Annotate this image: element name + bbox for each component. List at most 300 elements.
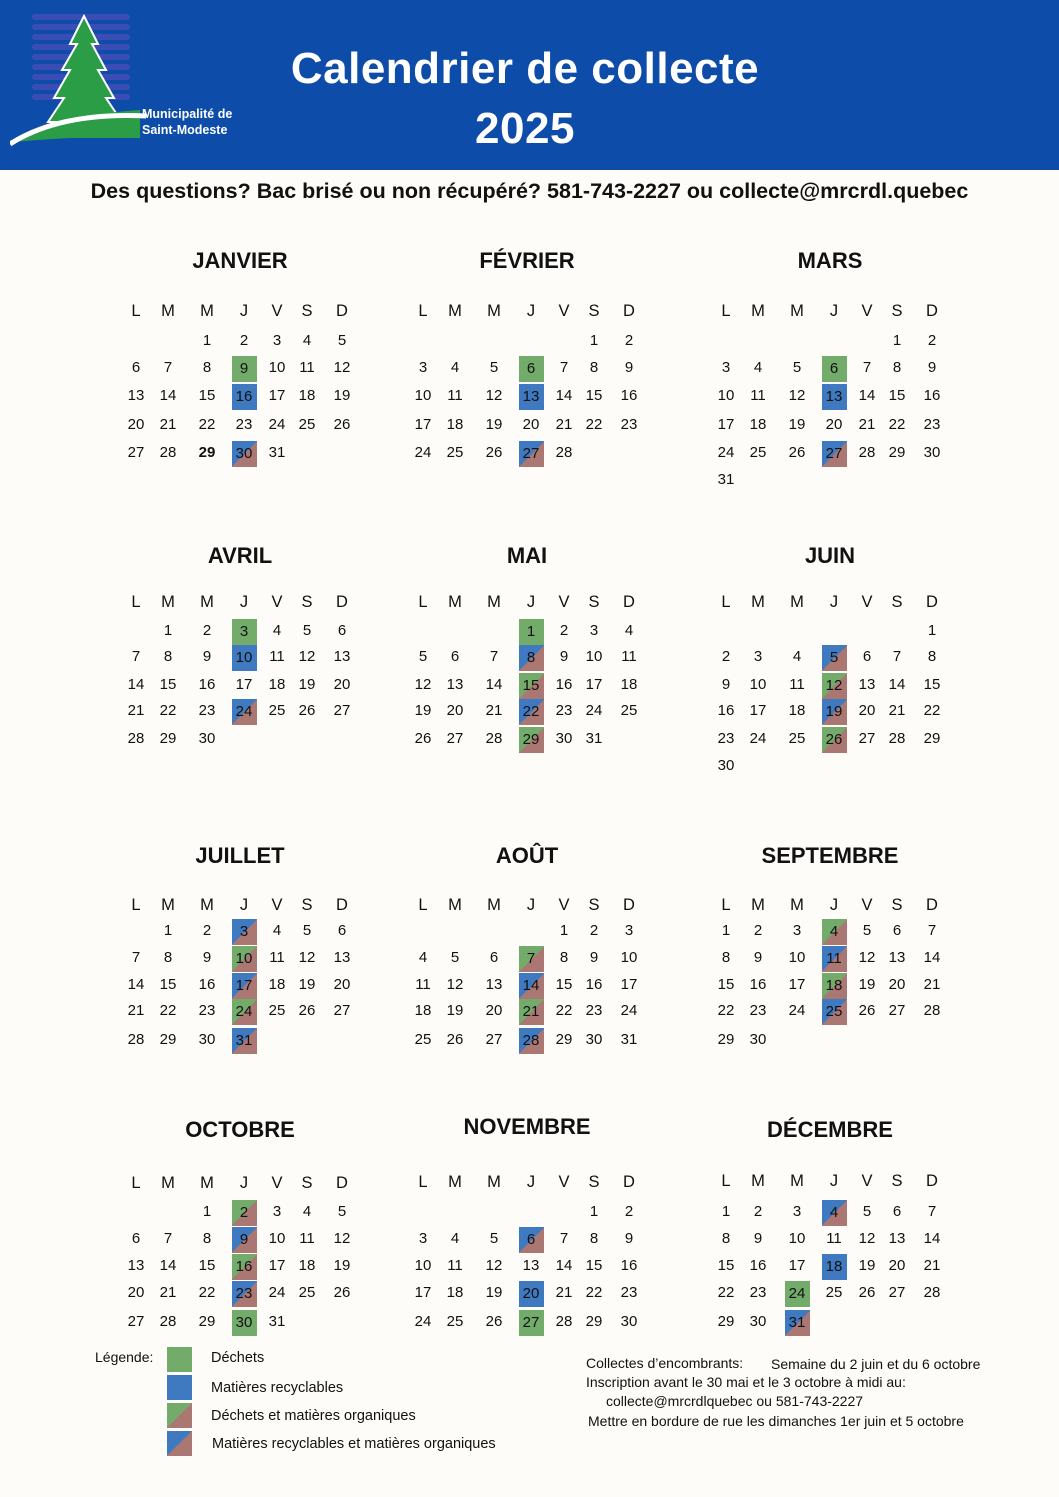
- weekday-label: V: [558, 896, 570, 914]
- calendar-day: 12: [485, 387, 503, 404]
- calendar-day: 7: [163, 1230, 173, 1247]
- month-name: JANVIER: [192, 248, 288, 273]
- collection-day: 29: [519, 727, 544, 753]
- calendar-day: 21: [923, 1257, 941, 1274]
- calendar-day: 3: [624, 922, 634, 939]
- collection-day: 27: [519, 441, 544, 467]
- weekday-label: S: [301, 1174, 313, 1192]
- calendar-day: 16: [923, 387, 941, 404]
- weekday-label: J: [526, 302, 536, 320]
- calendar-day: 11: [750, 387, 766, 404]
- calendar-day: 26: [298, 1002, 316, 1019]
- calendar-day: 12: [485, 1257, 503, 1274]
- calendar-day: 10: [414, 387, 432, 404]
- collection-day: 2: [232, 1200, 257, 1226]
- collection-day: 5: [822, 645, 847, 671]
- calendar-day: 13: [485, 976, 503, 993]
- month-name: FÉVRIER: [479, 248, 575, 273]
- calendar-day: 17: [414, 416, 432, 433]
- weekday-label: M: [161, 593, 175, 611]
- calendar-day: 24: [585, 702, 603, 719]
- calendar-day: 14: [888, 676, 906, 693]
- calendar-day: 30: [585, 1031, 603, 1048]
- calendar-day: 2: [753, 922, 763, 939]
- weekday-label: L: [418, 593, 428, 611]
- calendar-day: 29: [888, 444, 906, 461]
- calendar-day: 5: [862, 922, 872, 939]
- encombrants-inscription: Inscription avant le 30 mai et le 3 octobre à midi au:: [586, 1374, 906, 1390]
- calendar-day: 29: [159, 1031, 177, 1048]
- calendar-day: 14: [159, 387, 177, 404]
- collection-day: 21: [519, 999, 544, 1025]
- calendar-day: 4: [624, 622, 634, 639]
- calendar-day: 19: [858, 976, 876, 993]
- calendar-day: 8: [163, 648, 173, 665]
- calendar-day: 20: [522, 416, 540, 433]
- calendar-day: 16: [198, 676, 216, 693]
- month-name: SEPTEMBRE: [761, 843, 899, 868]
- calendar-day: 11: [621, 648, 637, 665]
- weekday-label: M: [790, 1172, 804, 1190]
- calendar-day: 26: [858, 1002, 876, 1019]
- calendar-day: 31: [717, 471, 735, 488]
- weekday-label: D: [336, 896, 348, 914]
- calendar-day: 12: [333, 359, 351, 376]
- calendar-day: 23: [717, 730, 735, 747]
- calendar-day: 22: [585, 416, 603, 433]
- weekday-label: V: [558, 302, 570, 320]
- collection-day: 13: [822, 384, 847, 410]
- calendar-day: 10: [268, 359, 286, 376]
- calendar-day: 26: [333, 1284, 351, 1301]
- calendar-day: 6: [131, 1230, 141, 1247]
- weekday-label: J: [239, 1174, 249, 1192]
- calendar-day: 8: [721, 1230, 731, 1247]
- weekday-label: M: [161, 1174, 175, 1192]
- calendar-day: 1: [721, 922, 731, 939]
- calendar-day: 6: [450, 648, 460, 665]
- weekday-label: M: [751, 593, 765, 611]
- calendar-day: 24: [749, 730, 767, 747]
- calendar-day: 4: [753, 359, 763, 376]
- calendar-day: 1: [163, 922, 173, 939]
- weekday-label: L: [418, 302, 428, 320]
- calendar-day: 23: [749, 1002, 767, 1019]
- calendar-day: 1: [589, 1203, 599, 1220]
- calendar-day: 1: [163, 622, 173, 639]
- calendar-day: 5: [302, 922, 312, 939]
- calendar-day: 3: [272, 332, 282, 349]
- calendar-day: 30: [555, 730, 573, 747]
- calendar-day: 7: [489, 648, 499, 665]
- weekday-label: S: [891, 593, 903, 611]
- collection-day: 6: [822, 356, 847, 382]
- collection-day: 20: [519, 1281, 544, 1307]
- calendar-day: 21: [923, 976, 941, 993]
- calendar-day: 20: [858, 702, 876, 719]
- calendar-day: 28: [127, 1031, 145, 1048]
- calendar-day: 14: [555, 1257, 573, 1274]
- calendar-day: 25: [298, 416, 316, 433]
- weekday-label: V: [558, 1173, 570, 1191]
- calendar-day: 27: [858, 730, 876, 747]
- weekday-label: M: [487, 593, 501, 611]
- calendar-day: 12: [333, 1230, 351, 1247]
- legend-text-recyclables: Matières recyclables: [211, 1380, 344, 1396]
- calendar-day: 7: [163, 359, 173, 376]
- calendar-day: 7: [131, 949, 141, 966]
- calendar-day: 30: [749, 1313, 767, 1330]
- weekday-label: S: [588, 896, 600, 914]
- collection-day: 13: [519, 384, 544, 410]
- calendar-day: 3: [792, 922, 802, 939]
- calendar-day: 21: [485, 702, 503, 719]
- calendar-day: 12: [858, 949, 876, 966]
- calendar-day: 13: [522, 1257, 540, 1274]
- collection-day: 30: [232, 1310, 257, 1336]
- calendar-day: 7: [892, 648, 902, 665]
- calendar-day: 15: [717, 976, 735, 993]
- calendar-day: 9: [624, 359, 634, 376]
- encombrants-bordure: Mettre en bordure de rue les dimanches 1er juin et 5 octobre: [588, 1413, 964, 1429]
- calendar-day: 28: [127, 730, 145, 747]
- calendar-day: 3: [418, 359, 428, 376]
- calendar-day: 18: [749, 416, 767, 433]
- collection-day: 4: [822, 1200, 847, 1226]
- calendar-day: 23: [198, 1002, 216, 1019]
- calendar-day: 23: [555, 702, 573, 719]
- calendar-day: 16: [717, 702, 735, 719]
- calendar-day: 22: [159, 702, 177, 719]
- calendar-day: 23: [749, 1284, 767, 1301]
- calendar-day: 9: [589, 949, 599, 966]
- calendar-day: 2: [589, 922, 599, 939]
- calendar-day: 17: [268, 1257, 286, 1274]
- weekday-label: M: [751, 1172, 765, 1190]
- calendar-day: 4: [450, 1230, 460, 1247]
- calendar-day: 26: [788, 444, 806, 461]
- calendar-day: 9: [202, 949, 212, 966]
- calendar-day: 6: [892, 922, 902, 939]
- weekday-label: M: [200, 1174, 214, 1192]
- calendar-day: 4: [272, 922, 282, 939]
- calendar-day: 29: [585, 1313, 603, 1330]
- calendar-day: 9: [927, 359, 937, 376]
- weekday-label: S: [891, 302, 903, 320]
- calendar-day: 19: [414, 702, 432, 719]
- collection-day: 7: [519, 946, 544, 972]
- weekday-label: J: [526, 593, 536, 611]
- calendar-day: 19: [485, 416, 503, 433]
- calendar-day: 19: [446, 1002, 464, 1019]
- calendar-day: 3: [792, 1203, 802, 1220]
- calendar-day: 12: [414, 676, 432, 693]
- calendar-day: 21: [127, 702, 145, 719]
- collection-day: 24: [785, 1281, 810, 1307]
- weekday-label: M: [790, 302, 804, 320]
- calendar-day: 9: [202, 648, 212, 665]
- collection-day: 4: [822, 919, 847, 945]
- weekday-label: V: [271, 302, 283, 320]
- calendar-day: 14: [159, 1257, 177, 1274]
- weekday-label: S: [301, 593, 313, 611]
- weekday-label: V: [271, 896, 283, 914]
- calendar-day: 18: [446, 416, 464, 433]
- legend-text-recyclables-organiques: Matières recyclables et matières organiques: [212, 1436, 496, 1452]
- weekday-label: M: [200, 593, 214, 611]
- calendar-day: 31: [268, 444, 286, 461]
- weekday-label: M: [448, 593, 462, 611]
- weekday-label: V: [558, 593, 570, 611]
- calendar-day: 6: [892, 1203, 902, 1220]
- calendar-day: 21: [858, 416, 876, 433]
- calendar-day: 7: [559, 1230, 569, 1247]
- collection-day: 6: [519, 1227, 544, 1253]
- calendar-day: 19: [858, 1257, 876, 1274]
- calendar-day: 2: [927, 332, 937, 349]
- calendar-day: 28: [555, 444, 573, 461]
- calendar-day: 13: [333, 648, 351, 665]
- calendar-day: 11: [415, 976, 431, 993]
- calendar-day: 13: [888, 1230, 906, 1247]
- weekday-label: M: [448, 896, 462, 914]
- calendar-day: 26: [333, 416, 351, 433]
- calendar-day: 20: [127, 1284, 145, 1301]
- calendar-day: 21: [888, 702, 906, 719]
- weekday-label: S: [301, 896, 313, 914]
- calendar-day: 20: [888, 976, 906, 993]
- calendar-day: 15: [717, 1257, 735, 1274]
- weekday-label: D: [926, 593, 938, 611]
- calendar-day: 8: [202, 1230, 212, 1247]
- collection-day: 24: [232, 699, 257, 725]
- calendar-day: 5: [792, 359, 802, 376]
- calendar-day: 29: [717, 1313, 735, 1330]
- calendar-day: 13: [888, 949, 906, 966]
- weekday-label: D: [623, 896, 635, 914]
- calendar-day: 20: [446, 702, 464, 719]
- collection-day: 3: [232, 919, 257, 945]
- calendar-day: 16: [620, 1257, 638, 1274]
- calendar-day: 29: [717, 1031, 735, 1048]
- contact-line: Des questions? Bac brisé ou non récupéré? 581-743-2227 ou collecte@mrcrdl.quebec: [90, 179, 969, 203]
- calendar-day: 7: [862, 359, 872, 376]
- calendar-day: 27: [127, 1313, 145, 1330]
- calendar-day: 29: [159, 730, 177, 747]
- calendar-day: 25: [268, 702, 286, 719]
- calendar-day: 23: [620, 1284, 638, 1301]
- calendar-day: 20: [888, 1257, 906, 1274]
- calendar-day: 30: [923, 444, 941, 461]
- weekday-label: L: [721, 302, 731, 320]
- encombrants-contact: collecte@mrcrdlquebec ou 581-743-2227: [606, 1393, 864, 1409]
- calendar-day: 31: [620, 1031, 638, 1048]
- calendar-day: 10: [414, 1257, 432, 1274]
- calendar-day: 15: [159, 676, 177, 693]
- municipality-line-1: Municipalité de: [142, 107, 233, 121]
- calendar-day: 1: [202, 1203, 212, 1220]
- calendar-day: 17: [788, 976, 806, 993]
- calendar-day: 8: [589, 1230, 599, 1247]
- calendar-day: 4: [272, 622, 282, 639]
- calendar-day: 11: [299, 359, 315, 376]
- calendar-day: 16: [749, 976, 767, 993]
- calendar-day: 31: [268, 1313, 286, 1330]
- collection-day: 30: [232, 441, 257, 467]
- calendar-day: 23: [620, 416, 638, 433]
- collection-day: 25: [822, 999, 847, 1025]
- calendar-day: 21: [159, 1284, 177, 1301]
- calendar-day: 30: [620, 1313, 638, 1330]
- calendar-day: 10: [788, 1230, 806, 1247]
- calendar-day: 9: [559, 648, 569, 665]
- calendar-day: 2: [721, 648, 731, 665]
- calendar-day: 10: [620, 949, 638, 966]
- calendar-day: 26: [485, 444, 503, 461]
- weekday-label: D: [926, 302, 938, 320]
- weekday-label: M: [751, 896, 765, 914]
- weekday-label: V: [861, 1172, 873, 1190]
- weekday-label: D: [926, 896, 938, 914]
- calendar-day: 27: [333, 702, 351, 719]
- calendar-day: 24: [620, 1002, 638, 1019]
- collection-day: 12: [822, 673, 847, 699]
- calendar-day: 1: [202, 332, 212, 349]
- weekday-label: M: [161, 896, 175, 914]
- collection-day: 3: [232, 619, 257, 645]
- calendar-day: 3: [589, 622, 599, 639]
- legend-swatch-dechets-organiques: [167, 1403, 192, 1428]
- calendar-day: 22: [198, 416, 216, 433]
- collection-day: 27: [519, 1310, 544, 1336]
- calendar-day: 18: [268, 976, 286, 993]
- calendar-day: 25: [446, 444, 464, 461]
- calendar-day: 2: [753, 1203, 763, 1220]
- calendar-day: 28: [858, 444, 876, 461]
- municipality-line-2: Saint-Modeste: [142, 123, 228, 137]
- calendar-day: 5: [862, 1203, 872, 1220]
- weekday-label: L: [721, 593, 731, 611]
- calendar-day: 13: [333, 949, 351, 966]
- weekday-label: J: [526, 896, 536, 914]
- weekday-label: V: [861, 593, 873, 611]
- collection-day: 17: [232, 973, 257, 999]
- calendar-day: 13: [858, 676, 876, 693]
- calendar-day: 14: [485, 676, 503, 693]
- legend-text-dechets: Déchets: [211, 1350, 265, 1366]
- month-name: MAI: [506, 543, 548, 568]
- calendar-day: 25: [825, 1284, 843, 1301]
- weekday-label: L: [131, 593, 141, 611]
- calendar-day: 18: [268, 676, 286, 693]
- legend-label: Légende:: [95, 1349, 154, 1365]
- calendar-day: 4: [302, 332, 312, 349]
- calendar-day: 20: [825, 416, 843, 433]
- weekday-label: D: [623, 593, 635, 611]
- weekday-label: L: [131, 1174, 141, 1192]
- header-banner: [0, 0, 1059, 170]
- calendar-day: 2: [559, 622, 569, 639]
- collection-day: 24: [232, 999, 257, 1025]
- calendar-day: 26: [485, 1313, 503, 1330]
- calendar-day: 9: [721, 676, 731, 693]
- calendar-day: 22: [888, 416, 906, 433]
- encombrants-weeks: Semaine du 2 juin et du 6 octobre: [771, 1356, 981, 1372]
- weekday-label: V: [271, 1174, 283, 1192]
- calendar-day: 25: [446, 1313, 464, 1330]
- calendar-day: 1: [721, 1203, 731, 1220]
- calendar-day: 10: [268, 1230, 286, 1247]
- calendar-day: 5: [489, 1230, 499, 1247]
- calendar-day: 24: [717, 444, 735, 461]
- collection-day: 26: [822, 727, 847, 753]
- calendar-day: 10: [585, 648, 603, 665]
- calendar-day: 29: [555, 1031, 573, 1048]
- calendar-day: 20: [333, 976, 351, 993]
- encombrants-title: Collectes d’encombrants:: [586, 1355, 744, 1371]
- calendar-day: 11: [269, 949, 285, 966]
- calendar-day: 15: [585, 387, 603, 404]
- calendar-day: 24: [788, 1002, 806, 1019]
- calendar-day: 18: [298, 387, 316, 404]
- calendar-day: 17: [749, 702, 767, 719]
- calendar-day: 2: [202, 622, 212, 639]
- calendar-day: 3: [418, 1230, 428, 1247]
- legend-text-dechets-organiques: Déchets et matières organiques: [211, 1408, 416, 1424]
- calendar-day: 10: [788, 949, 806, 966]
- month-name: OCTOBRE: [185, 1117, 295, 1142]
- calendar-day: 3: [721, 359, 731, 376]
- weekday-label: J: [239, 593, 249, 611]
- calendar-day: 26: [858, 1284, 876, 1301]
- calendar-day: 20: [127, 416, 145, 433]
- weekday-label: J: [829, 593, 839, 611]
- calendar-day: 28: [159, 444, 177, 461]
- calendar-day: 7: [559, 359, 569, 376]
- collection-day: 11: [822, 946, 847, 972]
- calendar-day: 28: [923, 1284, 941, 1301]
- calendar-day: 18: [298, 1257, 316, 1274]
- calendar-day: 15: [198, 387, 216, 404]
- calendar-day: 8: [589, 359, 599, 376]
- calendar-day: 15: [159, 976, 177, 993]
- calendar-day: 13: [127, 387, 145, 404]
- calendar-day: 23: [923, 416, 941, 433]
- calendar-day: 19: [788, 416, 806, 433]
- calendar-day: 26: [298, 702, 316, 719]
- weekday-label: M: [200, 302, 214, 320]
- calendar-day: 18: [446, 1284, 464, 1301]
- calendar-day: 30: [749, 1031, 767, 1048]
- month-name: AOÛT: [495, 843, 559, 868]
- calendar-day: 11: [826, 1230, 842, 1247]
- month-name: NOVEMBRE: [463, 1114, 591, 1139]
- calendar-day: 23: [198, 702, 216, 719]
- collection-day: 31: [785, 1310, 810, 1336]
- calendar-day: 17: [235, 676, 253, 693]
- weekday-label: S: [891, 1172, 903, 1190]
- calendar-day: 28: [159, 1313, 177, 1330]
- calendar-day: 10: [717, 387, 735, 404]
- month-name: JUIN: [804, 543, 856, 568]
- calendar-day: 26: [446, 1031, 464, 1048]
- calendar-day: 9: [753, 1230, 763, 1247]
- calendar-day: 1: [927, 622, 937, 639]
- weekday-label: J: [829, 896, 839, 914]
- weekday-label: M: [448, 1173, 462, 1191]
- calendar-day: 7: [131, 648, 141, 665]
- calendar-day: 23: [235, 416, 253, 433]
